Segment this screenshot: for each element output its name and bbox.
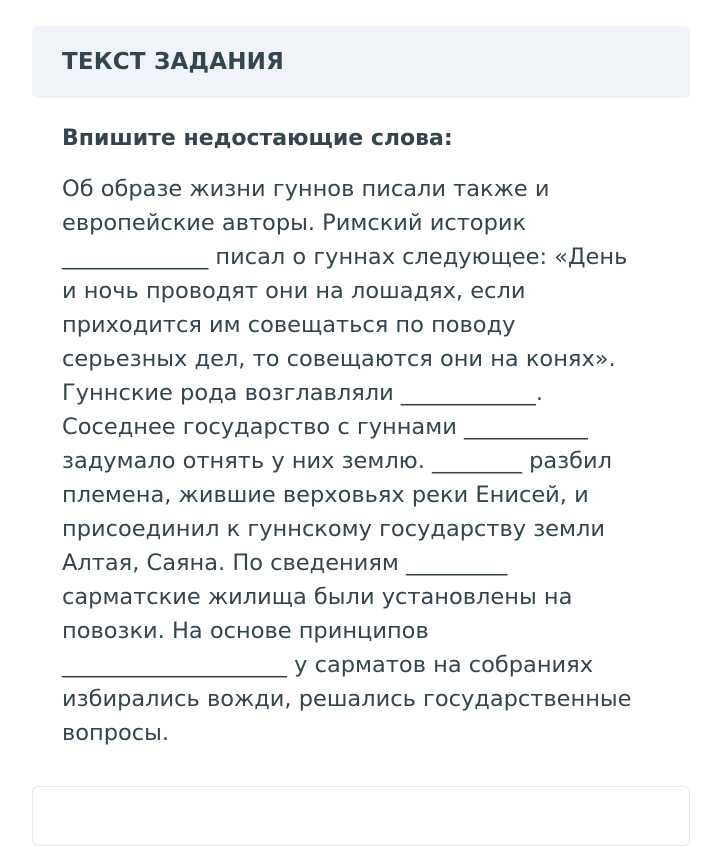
task-line: Гуннские рода возглавляли ____________. <box>62 380 544 406</box>
task-line: серьезных дел, то совещаются они на конях». <box>62 346 616 372</box>
task-line: _____________ писал о гуннах следующее: «День <box>62 244 628 270</box>
task-body <box>62 172 672 750</box>
task-line: Соседнее государство с гуннами ___________ <box>62 414 588 440</box>
header-title: ТЕКСТ ЗАДАНИЯ <box>62 49 285 75</box>
task-line: племена, жившие верховьях реки Енисей, и <box>62 482 589 508</box>
task-line: ____________________ у сарматов на собраниях <box>62 652 594 678</box>
task-line: Об образе жизни гуннов писали также и <box>62 176 550 202</box>
task-line: присоединил к гуннскому государству земли <box>62 516 605 542</box>
answer-card <box>32 786 690 846</box>
task-instruction: Впишите недостающие слова: <box>62 126 453 151</box>
task-line: избирались вожди, решались государственные <box>62 686 632 712</box>
task-line: приходится им совещаться по поводу <box>62 312 516 338</box>
task-line: Алтая, Саяна. По сведениям _________ <box>62 550 508 576</box>
task-text-header <box>32 26 690 98</box>
task-line: вопросы. <box>62 720 170 746</box>
task-line: сарматские жилища были установлены на <box>62 584 573 610</box>
task-line: повозки. На основе принципов <box>62 618 429 644</box>
task-line: европейские авторы. Римский историк <box>62 210 527 236</box>
task-line: и ночь проводят они на лошадях, если <box>62 278 526 304</box>
task-content <box>62 122 672 750</box>
task-line: задумало отнять у них землю. ________ разбил <box>62 448 613 474</box>
